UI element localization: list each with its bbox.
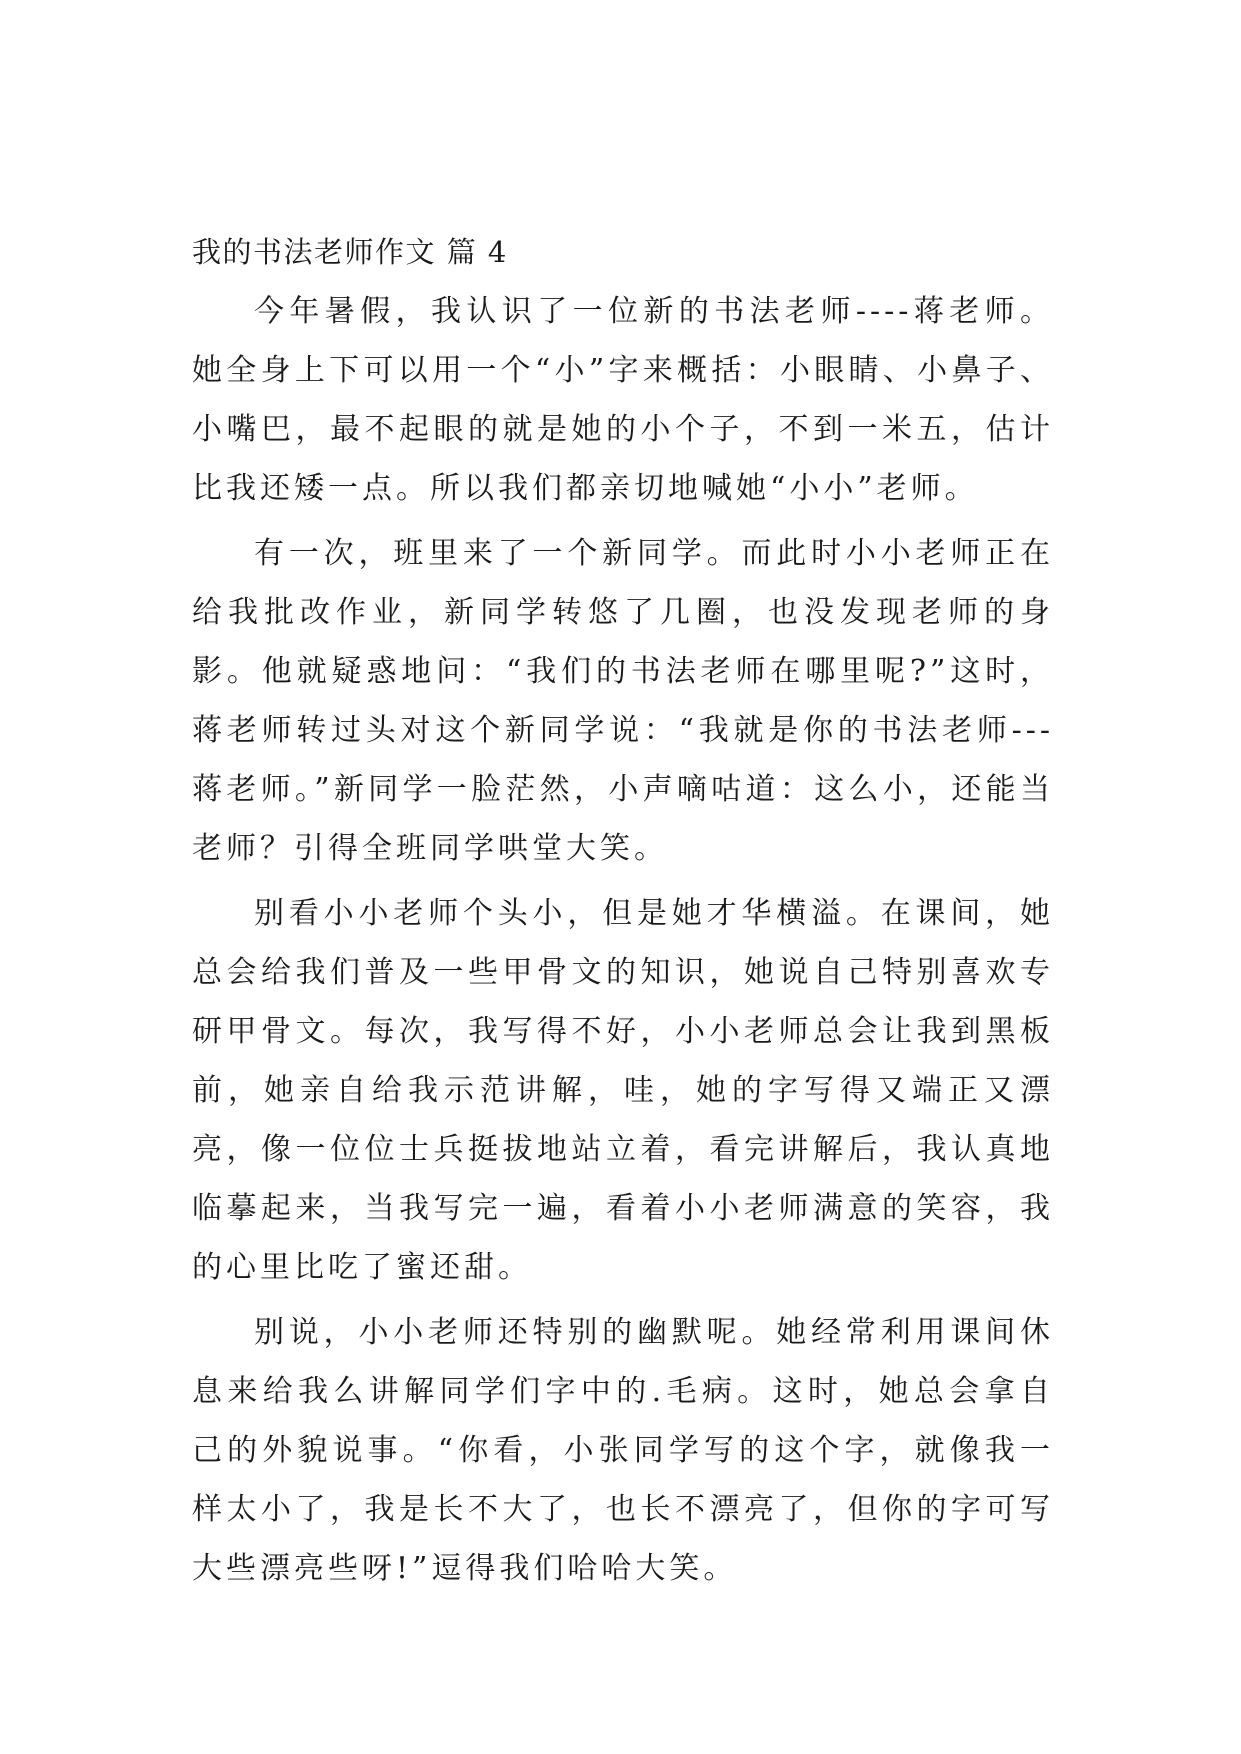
paragraph: 别看小小老师个头小，但是她才华横溢。在课间，她总会给我们普及一些甲骨文的知识，她说自己特别喜欢专研甲骨文。每次，我写得不好，小小老师总会让我到黑板前，她亲自给我示范讲解，哇，她的字写得又端正又漂亮，像一位位士兵挺拔地站立着，看完讲解后，我认真地临摹起来，当我写完一遍，看着小小老师满意的笑容，我的心里比吃了蜜还甜。 [192, 896, 1054, 1285]
document-body [192, 222, 1054, 1604]
paragraph: 今年暑假，我认识了一位新的书法老师----蒋老师。她全身上下可以用一个“小”字来概括：小眼睛、小鼻子、小嘴巴，最不起眼的就是她的小个子，不到一米五，估计比我还矮一点。所以我们都亲切地喊她“小小”老师。 [192, 294, 1054, 506]
paragraph: 有一次，班里来了一个新同学。而此时小小老师正在给我批改作业，新同学转悠了几圈，也没发现老师的身影。他就疑惑地问：“我们的书法老师在哪里呢?”这时，蒋老师转过头对这个新同学说：“我就是你的书法老师---蒋老师。”新同学一脸茫然，小声嘀咕道：这么小，还能当老师？引得全班同学哄堂大笑。 [192, 536, 1054, 866]
paragraph: 别说，小小老师还特别的幽默呢。她经常利用课间休息来给我么讲解同学们字中的.毛病。这时，她总会拿自己的外貌说事。“你看，小张同学写的这个字，就像我一样太小了，我是长不大了，也长不漂亮了，但你的字可写大些漂亮些呀!”逗得我们哈哈大笑。 [192, 1315, 1054, 1586]
document-title: 我的书法老师作文 篇 4 [192, 235, 508, 269]
